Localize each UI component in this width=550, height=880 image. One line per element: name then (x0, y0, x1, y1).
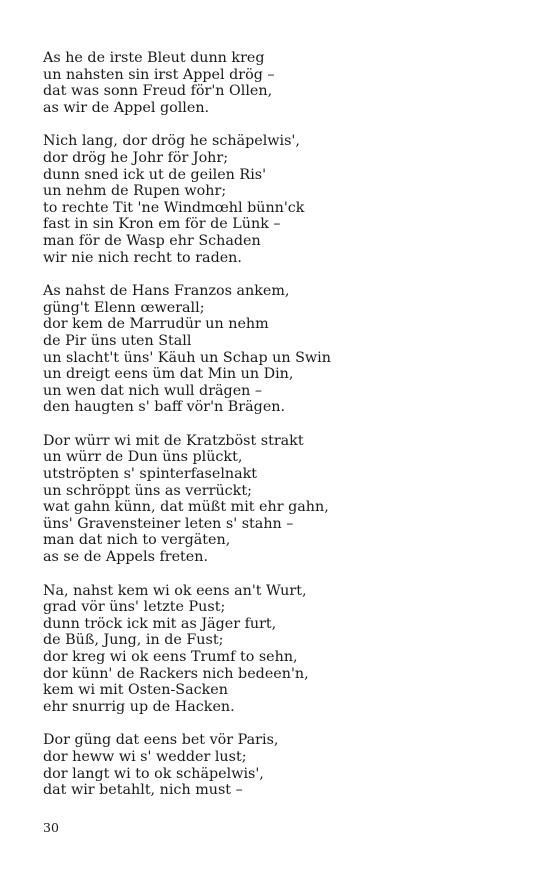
poem-line: dunn tröck ick mit as Jäger furt, (43, 615, 277, 632)
poem-line: güng't Elenn œwerall; (43, 299, 205, 316)
poem-line: man för de Wasp ehr Schaden (43, 232, 261, 249)
stanza (43, 583, 523, 716)
poem-line: dor kreg wi ok eens Trumf to sehn, (43, 649, 298, 665)
poem-line: grad vör üns' letzte Pust; (43, 599, 226, 616)
poem-line: den haugten s' baff vör'n Brägen. (43, 399, 286, 416)
poem-text (43, 50, 523, 816)
poem-line: un nahsten sin irst Appel drög – (43, 66, 275, 83)
poem-line: un nehm de Rupen wohr; (43, 183, 227, 200)
poem-line: Nich lang, dor drög he schäpelwis', (43, 133, 300, 150)
poem-line: dor drög he Johr för Johr; (43, 149, 229, 166)
poem-line: Dor würr wi mit de Kratzböst strakt (43, 432, 304, 449)
poem-line: wat gahn künn, dat müßt mit ehr gahn, (43, 499, 329, 516)
poem-line: de Büß, Jung, in de Fust; (43, 632, 224, 649)
stanza (43, 50, 523, 116)
poem-line: dor langt wi to ok schäpelwis', (43, 765, 264, 782)
poem-line: un schröppt üns as verrückt; (43, 482, 252, 499)
page-number: 30 (43, 820, 59, 835)
poem-line: As he de irste Bleut dunn kreg (43, 50, 265, 66)
poem-line: ehr snurrig up de Hacken. (43, 698, 235, 715)
poem-line: un dreigt eens üm dat Min un Din, (43, 366, 294, 383)
poem-line: utströpten s' spinterfaselnakt (43, 466, 258, 483)
poem-line: Dor güng dat eens bet vör Paris, (43, 732, 279, 749)
poem-line: as wir de Appel gollen. (43, 99, 210, 116)
poem-line: un würr de Dun üns plückt, (43, 449, 243, 466)
poem-line: man dat nich to vergäten, (43, 532, 231, 549)
poem-line: un slacht't üns' Käuh un Schap un Swin (43, 349, 331, 366)
poem-line: kem wi mit Osten-Sacken (43, 682, 228, 699)
poem-line: dor künn' de Rackers nich bedeen'n, (43, 665, 309, 682)
stanza (43, 283, 523, 416)
poem-line: as se de Appels freten. (43, 549, 208, 566)
poem-line: dor kem de Marrudür un nehm (43, 316, 269, 333)
poem-line: dor heww wi s' wedder lust; (43, 748, 247, 765)
stanza (43, 433, 523, 566)
poem-line: dat wir betahlt, nich must – (43, 782, 243, 799)
poem-line: de Pir üns uten Stall (43, 332, 192, 349)
poem-line: wir nie nich recht to raden. (43, 249, 242, 266)
poem-line: dunn sned ick ut de geilen Ris' (43, 166, 267, 183)
poem-line: üns' Gravensteiner leten s' stahn – (43, 515, 294, 532)
poem-line: dat was sonn Freud för'n Ollen, (43, 83, 273, 100)
poem-line: fast in sin Kron em för de Lünk – (43, 216, 281, 233)
poem-line: un wen dat nich wull drägen – (43, 382, 263, 399)
stanza (43, 133, 523, 266)
poem-line: Na, nahst kem wi ok eens an't Wurt, (43, 582, 307, 599)
poem-line: As nahst de Hans Franzos ankem, (43, 283, 290, 300)
poem-line: to rechte Tit 'ne Windmœhl bünn'ck (43, 199, 305, 216)
stanza (43, 732, 523, 798)
